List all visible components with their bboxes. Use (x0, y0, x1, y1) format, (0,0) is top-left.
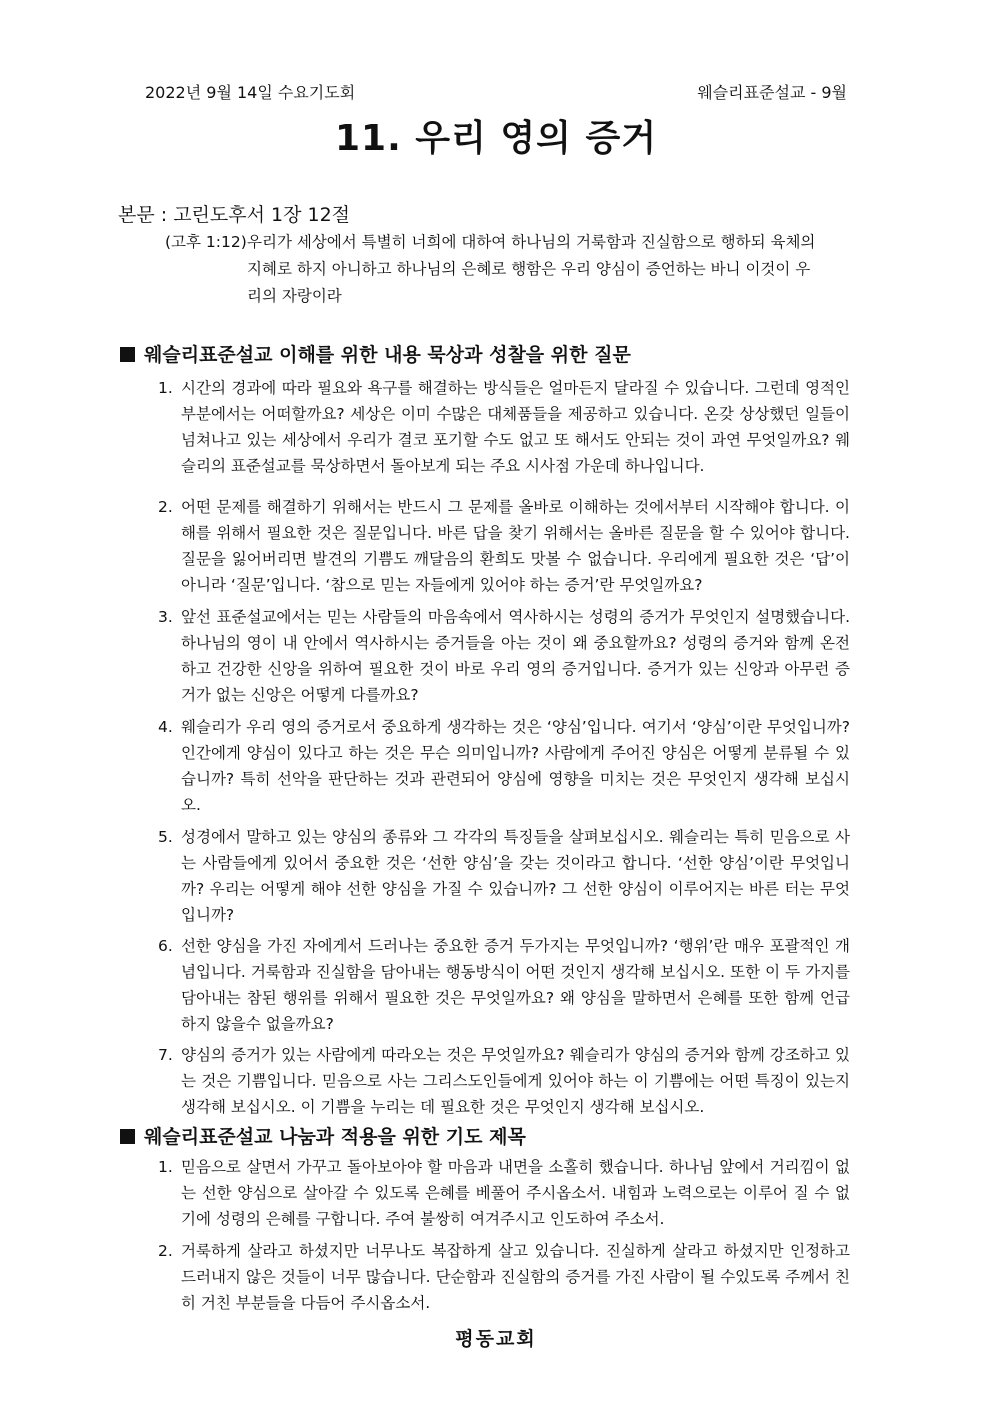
list-item-number: 6. (158, 937, 173, 955)
black-square-icon (120, 1129, 135, 1144)
list-item (158, 494, 850, 604)
list-item-number: 2. (158, 1242, 173, 1260)
list-item (158, 604, 850, 714)
list-item-text: 양심의 증거가 있는 사람에게 따라오는 것은 무엇일까요? 웨슬리가 양심의 증거와 함께 강조하고 있는 것은 기쁨입니다. 믿음으로 사는 그리스도인들에게 있어야 하는 이 기쁨에는 어떤 특징이 있는지 생각해 보십시오. 이 기쁨을 누리는 데 필요한 것은 무엇인지 생각해 보십시오. (181, 1046, 850, 1116)
list-item (158, 1042, 850, 1126)
section-heading-text: 웨슬리표준설교 나눔과 적용을 위한 기도 제목 (144, 1126, 526, 1148)
black-square-icon (120, 347, 135, 362)
section-heading-text: 웨슬리표준설교 이해를 위한 내용 묵상과 성찰을 위한 질문 (144, 344, 631, 366)
list-item-number: 4. (158, 718, 173, 736)
list-item (158, 1238, 850, 1322)
header-series: 웨슬리표준설교 - 9월 (697, 83, 847, 102)
list-item-text: 웨슬리가 우리 영의 증거로서 중요하게 생각하는 것은 ‘양심’입니다. 여기서 ‘양심’이란 무엇입니까? 인간에게 양심이 있다고 하는 것은 무슨 의미입니까? 사람에게 주어진 양심은 어떻게 분류될 수 있습니까? 특히 선악을 판단하는 것과 관련되어 양심에 영향을 미치는 것은 무엇인지 생각해 보십시오. (181, 718, 850, 814)
scripture-verse-label: (고후 1:12) (165, 233, 247, 251)
section-heading-reflection (120, 340, 631, 367)
list-item-text: 성경에서 말하고 있는 양심의 종류와 그 각각의 특징들을 살펴보십시오. 웨슬리는 특히 믿음으로 사는 사람들에게 있어서 중요한 것은 ‘선한 양심’을 갖는 것이라고 합니다. ‘선한 양심’이란 무엇입니까? 우리는 어떻게 해야 선한 양심을 가질 수 있습니까? 그 선한 양심이 이루어지는 바른 터는 무엇입니까? (181, 828, 850, 924)
list-item (158, 933, 850, 1042)
scripture-verse-text: 우리가 세상에서 특별히 너희에 대하여 하나님의 거룩함과 진실함으로 행하되 육체의 지혜로 하지 아니하고 하나님의 은혜로 행함은 우리 양심이 증언하는 바니 이것이 우리의 자랑이라 (247, 233, 816, 305)
list-item-number: 1. (158, 1158, 173, 1176)
list-item-number: 1. (158, 379, 173, 397)
list-item-number: 3. (158, 608, 173, 626)
list-item-text: 앞선 표준설교에서는 믿는 사람들의 마음속에서 역사하시는 성령의 증거가 무엇인지 설명했습니다. 하나님의 영이 내 안에서 역사하시는 증거들을 아는 것이 왜 중요할까요? 성령의 증거와 함께 온전하고 건강한 신앙을 위하여 필요한 것이 바로 우리 영의 증거입니다. 증거가 있는 신앙과 아무런 증거가 없는 신앙은 어떻게 다를까요? (181, 608, 850, 704)
list-item-text: 선한 양심을 가진 자에게서 드러나는 중요한 증거 두가지는 무엇입니까? ‘행위’란 매우 포괄적인 개념입니다. 거룩함과 진실함을 담아내는 행동방식이 어떤 것인지 생각해 보십시오. 또한 이 두 가지를 담아내는 참된 행위를 위해서 필요한 것은 무엇일까요? 왜 양심을 말하면서 은혜를 또한 함께 언급하지 않을수 없을까요? (181, 937, 850, 1033)
section-heading-prayer (120, 1122, 526, 1149)
list-item-text: 어떤 문제를 해결하기 위해서는 반드시 그 문제를 올바로 이해하는 것에서부터 시작해야 합니다. 이해를 위해서 필요한 것은 질문입니다. 바른 답을 찾기 위해서는 올바른 질문을 할 수 있어야 합니다. 질문을 잃어버리면 발견의 기쁨도 깨달음의 환희도 맛볼 수 없습니다. 우리에게 필요한 것은 ‘답’이 아니라 ‘질문’입니다. ‘참으로 믿는 자들에게 있어야 하는 증거’란 무엇일까요? (181, 498, 850, 594)
reflection-question-list (158, 375, 850, 1126)
scripture-block (165, 229, 825, 310)
list-item-number: 2. (158, 498, 173, 516)
prayer-topic-list (158, 1154, 850, 1322)
list-item (158, 1154, 850, 1238)
scripture-reference: 본문 : 고린도후서 1장 12절 (118, 204, 351, 226)
list-item (158, 824, 850, 933)
list-item-text: 거룩하게 살라고 하셨지만 너무나도 복잡하게 살고 있습니다. 진실하게 살라고 하셨지만 인정하고 드러내지 않은 것들이 너무 많습니다. 단순함과 진실함의 증거를 가진 사람이 될 수있도록 주께서 친히 거친 부분들을 다듬어 주시옵소서. (181, 1242, 850, 1312)
list-item-text: 시간의 경과에 따라 필요와 욕구를 해결하는 방식들은 얼마든지 달라질 수 있습니다. 그런데 영적인 부분에서는 어떠할까요? 세상은 이미 수많은 대체품들을 제공하고 있습니다. 온갖 상상했던 일들이 넘쳐나고 있는 세상에서 우리가 결코 포기할 수도 없고 또 해서도 안되는 것이 과연 무엇일까요? 웨슬리의 표준설교를 묵상하면서 돌아보게 되는 주요 시사점 가운데 하나입니다. (181, 379, 850, 475)
church-name: 평동교회 (455, 1328, 537, 1350)
list-item-number: 7. (158, 1046, 173, 1064)
list-item (158, 714, 850, 824)
list-item-number: 5. (158, 828, 173, 846)
list-item-text: 믿음으로 살면서 가꾸고 돌아보아야 할 마음과 내면을 소홀히 했습니다. 하나님 앞에서 거리낌이 없는 선한 양심으로 살아갈 수 있도록 은혜를 베풀어 주시옵소서. 내힘과 노력으로는 이루어 질 수 없기에 성령의 은혜를 구합니다. 주여 불쌍히 여겨주시고 인도하여 주소서. (181, 1158, 850, 1228)
header-date: 2022년 9월 14일 수요기도회 (145, 83, 356, 102)
list-item (158, 375, 850, 494)
page-title: 11. 우리 영의 증거 (334, 118, 658, 159)
